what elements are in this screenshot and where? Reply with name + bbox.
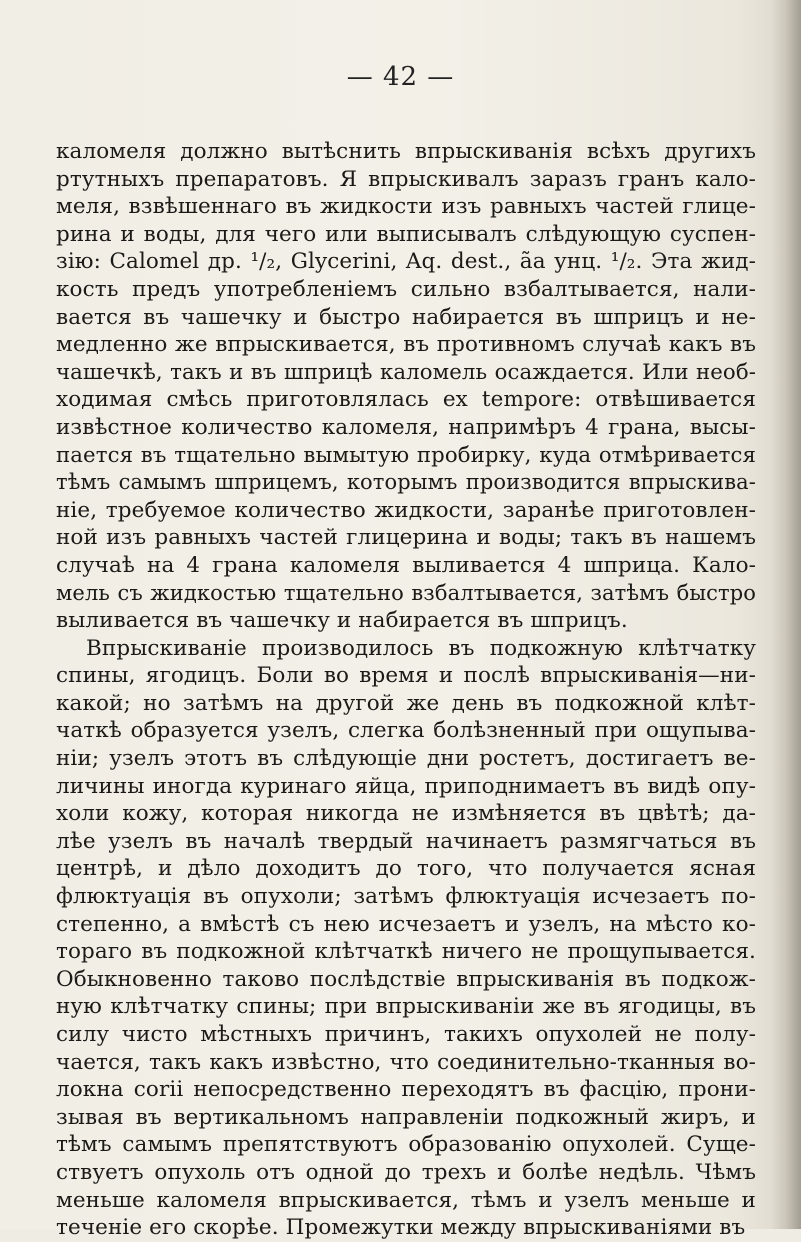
text-line: силу чисто мѣстныхъ причинъ, такихъ опухолей не полу-	[56, 1022, 756, 1047]
text-line: вается въ чашечку и быстро набирается въ шприцъ и не-	[56, 304, 756, 330]
text-line: тѣмъ самымъ шприцемъ, которымъ производится впрыскива-	[56, 470, 756, 495]
text-line: зію: Calomel др. ¹/₂, Glycerini, Aq. dest., ãa унц. ¹/₂. Эта жид-	[56, 249, 756, 275]
text-line: каломеля должно вытѣснить впрыскиванія всѣхъ другихъ	[56, 139, 756, 164]
text-line: меля, взвѣшеннаго въ жидкости изъ равныхъ частей глице-	[56, 194, 756, 220]
text-line: случаѣ на 4 грана каломеля выливается 4 шприца. Кало-	[56, 552, 756, 578]
text-line: ніе, требуемое количество жидкости, заранѣе приготовлен-	[56, 497, 756, 523]
text-line: чается, такъ какъ извѣстно, что соединительно-тканныя во-	[56, 1049, 756, 1075]
text-line: холи кожу, которая никогда не измѣняется въ цвѣтѣ; да-	[56, 801, 756, 827]
page-edge-shadow	[771, 0, 801, 1229]
text-line: чаткѣ образуется узелъ, слегка болѣзненный при ощупыва-	[56, 718, 756, 744]
text-line: личины иногда куринаго яйца, приподнимаетъ въ видѣ опу-	[56, 773, 756, 799]
text-line: Обыкновенно таково послѣдствіе впрыскиванія въ подкож-	[56, 966, 756, 992]
text-line: ную клѣтчатку спины; при впрыскиваніи же въ ягодицы, въ	[56, 994, 756, 1020]
text-line: какой; но затѣмъ на другой же день въ подкожной клѣт-	[56, 690, 756, 716]
text-line: лѣе узелъ въ началѣ твердый начинаетъ размягчаться въ	[56, 828, 756, 854]
text-line: выливается въ чашечку и набирается въ шприцъ.	[56, 608, 628, 634]
text-line: меньше каломеля впрыскивается, тѣмъ и узелъ меньше и	[56, 1187, 756, 1213]
text-line: медленно же впрыскивается, въ противномъ случаѣ какъ въ	[56, 332, 756, 358]
text-line: локна corii непосредственно переходятъ въ фасцію, прони-	[56, 1077, 756, 1103]
text-line: флюктуація въ опухоли; затѣмъ флюктуація исчезаетъ по-	[56, 884, 756, 910]
text-line: степенно, а вмѣстѣ съ нею исчезаетъ и узелъ, на мѣсто ко-	[56, 911, 756, 937]
text-line: чашечкѣ, такъ и въ шприцѣ каломель осаждается. Или необ-	[56, 359, 756, 385]
page-number: — 42 —	[346, 62, 455, 92]
text-line: зывая въ вертикальномъ направленіи подкожный жиръ, и	[56, 1104, 756, 1130]
text-line: тѣмъ самымъ препятствуютъ образованію опухолей. Сущe-	[56, 1132, 756, 1158]
text-line: ходимая смѣсь приготовлялась ex tempore: отвѣшивается	[56, 387, 756, 413]
text-line: теченіе его скорѣе. Промежутки между впрыскиваніями въ	[56, 1215, 746, 1241]
text-line: ртутныхъ препаратовъ. Я впрыскивалъ заразъ гранъ кало-	[56, 166, 756, 192]
text-line: рина и воды, для чего или выписывалъ слѣдующую суспен-	[56, 221, 756, 247]
text-line: тораго въ подкожной клѣтчаткѣ ничего не прощупывается.	[56, 939, 756, 965]
text-line: ной изъ равныхъ частей глицерина и воды; такъ въ нашемъ	[56, 525, 756, 551]
text-line: мель съ жидкостью тщательно взбалтывается, затѣмъ быстро	[56, 580, 756, 605]
text-line: ніи; узелъ этотъ въ слѣдующіе дни ростетъ, достигаетъ ве-	[56, 746, 756, 772]
text-line: кость предъ употребленіемъ сильно взбалтывается, нали-	[56, 276, 756, 302]
text-line: пается въ тщательно вымытую пробирку, куда отмѣривается	[56, 442, 756, 468]
text-line: Впрыскиваніе производилось въ подкожную клѣтчатку	[86, 635, 756, 661]
body-text	[56, 138, 756, 1242]
text-line: центрѣ, и дѣло доходитъ до того, что получается ясная	[56, 856, 756, 882]
text-line: спины, ягодицъ. Боли во время и послѣ впрыскиванія—ни-	[56, 663, 756, 689]
text-line: извѣстное количество каломеля, напримѣръ 4 грана, высы-	[56, 414, 756, 440]
text-line: ствуетъ опухоль отъ одной до трехъ и болѣе недѣль. Чѣмъ	[56, 1159, 756, 1185]
